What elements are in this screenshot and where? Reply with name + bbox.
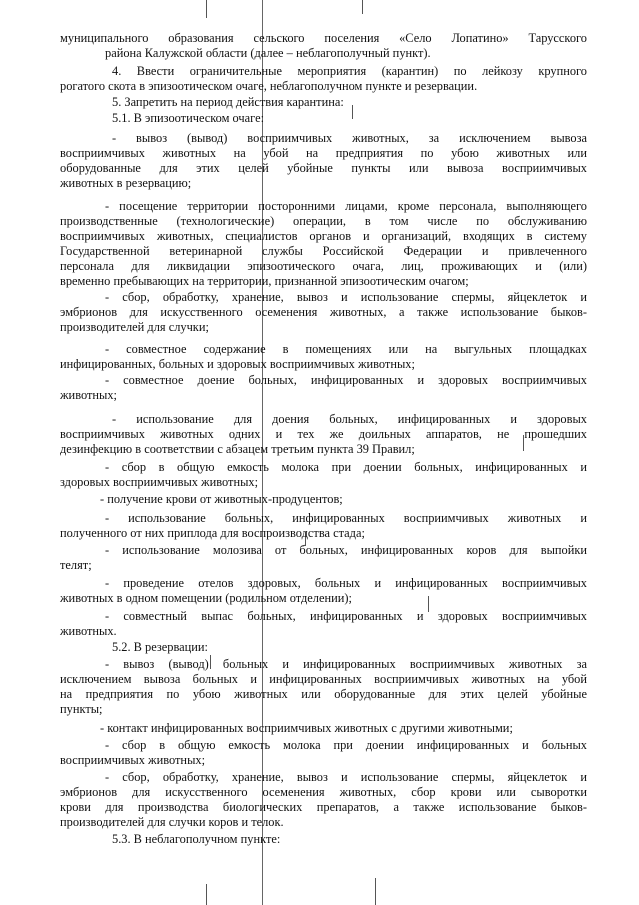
document-line: - вывоз (вывод) больных и инфицированных восприимчивых животных за [105, 657, 587, 671]
document-line: - сбор в общую емкость молока при доении больных, инфицированных и [105, 460, 587, 474]
document-line: полученного от них приплода для воспроизводства стада; [60, 526, 365, 540]
document-line: на предприятия по убою животных или оборудованные для этих целей убойные [60, 687, 587, 701]
document-line: 5. Запретить на период действия карантина: [112, 95, 344, 109]
document-line: здоровых восприимчивых животных; [60, 475, 259, 489]
document-line: 5.1. В эпизоотическом очаге: [112, 111, 265, 125]
document-line: персонала для ликвидации эпизоотического очага, лиц, проживающих и (или) [60, 259, 587, 273]
document-line: восприимчивых животных; [60, 753, 206, 767]
document-line: района Калужской области (далее – неблагополучный пункт). [105, 46, 431, 60]
document-line: оборудованные для этих целей убойные пункты или вывоза восприимчивых [60, 161, 587, 175]
scan-mark-top [206, 0, 207, 18]
document-line: - вывоз (вывод) восприимчивых животных, за исключением вывоза [112, 131, 587, 145]
scan-mark-top [362, 0, 363, 14]
document-line: производственные (технологические) операции, в том числе по обслуживанию [60, 214, 587, 228]
document-line: животных в одном помещении (родильном отделении); [60, 591, 352, 605]
document-line: пункты; [60, 702, 103, 716]
document-line: животных. [60, 624, 117, 638]
document-line: - проведение отелов здоровых, больных и инфицированных восприимчивых [105, 576, 587, 590]
document-line: - использование молозива от больных, инфицированных коров для выпойки [105, 543, 587, 557]
document-line: - сбор, обработку, хранение, вывоз и использование спермы, яйцеклеток и [105, 290, 587, 304]
scan-mark-bottom [206, 884, 207, 905]
document-line: - использование больных, инфицированных восприимчивых животных и [105, 511, 587, 525]
document-line: производителей для случки коров и телок. [60, 815, 284, 829]
document-line: дезинфекцию в соответствии с абзацем третьим пункта 39 Правил; [60, 442, 415, 456]
document-line: 5.2. В резервации: [112, 640, 209, 654]
document-line: рогатого скота в эпизоотическом очаге, неблагополучном пункте и резервации. [60, 79, 478, 93]
document-line: временно пребывающих на территории, признанной эпизоотическим очагом; [60, 274, 469, 288]
document-line: - использование для доения больных, инфицированных и здоровых [112, 412, 587, 426]
document-line: животных в резервацию; [60, 176, 192, 190]
document-line: инфицированных, больных и здоровых восприимчивых животных; [60, 357, 415, 371]
document-line: - сбор в общую емкость молока при доении инфицированных и больных [105, 738, 587, 752]
document-line: животных; [60, 388, 117, 402]
document-line: - совместное содержание в помещениях или на выгульных площадках [105, 342, 587, 356]
document-line: - совместный выпас больных, инфицированных и здоровых восприимчивых [105, 609, 587, 623]
document-line: крови для производства биологических препаратов, а также использование быков- [60, 800, 587, 814]
scan-mark-bottom [375, 878, 376, 905]
document-line: эмбрионов для искусственного осеменения животных, а также использование быков- [60, 305, 587, 319]
document-line: восприимчивых животных одних и тех же доильных аппаратов, не прошедших [60, 427, 587, 441]
document-line: - сбор, обработку, хранение, вывоз и использование спермы, яйцеклеток и [105, 770, 587, 784]
document-line: эмбрионов для искусственного осеменения животных, сбор крови или сыворотки [60, 785, 587, 799]
document-line: - получение крови от животных-продуцентов; [100, 492, 343, 506]
document-line: муниципального образования сельского поселения «Село Лопатино» Тарусского [60, 31, 587, 45]
document-line: восприимчивых животных на убой на предприятия по убою животных или [60, 146, 587, 160]
document-line: исключением вывоза больных и инфицированных восприимчивых животных на убой [60, 672, 587, 686]
document-line: производителей для случки; [60, 320, 209, 334]
document-line: - контакт инфицированных восприимчивых животных с другими животными; [100, 721, 513, 735]
document-line: восприимчивых животных, специалистов органов и организаций, входящих в систему [60, 229, 587, 243]
document-line: телят; [60, 558, 92, 572]
document-line: Государственной ветеринарной службы Российской Федерации и привлеченного [60, 244, 587, 258]
document-line: - посещение территории посторонними лицами, кроме персонала, выполняющего [105, 199, 587, 213]
document-line: - совместное доение больных, инфицированных и здоровых восприимчивых [105, 373, 587, 387]
document-line: 4. Ввести ограничительные мероприятия (карантин) по лейкозу крупного [112, 64, 587, 78]
document-line: 5.3. В неблагополучном пункте: [112, 832, 281, 846]
